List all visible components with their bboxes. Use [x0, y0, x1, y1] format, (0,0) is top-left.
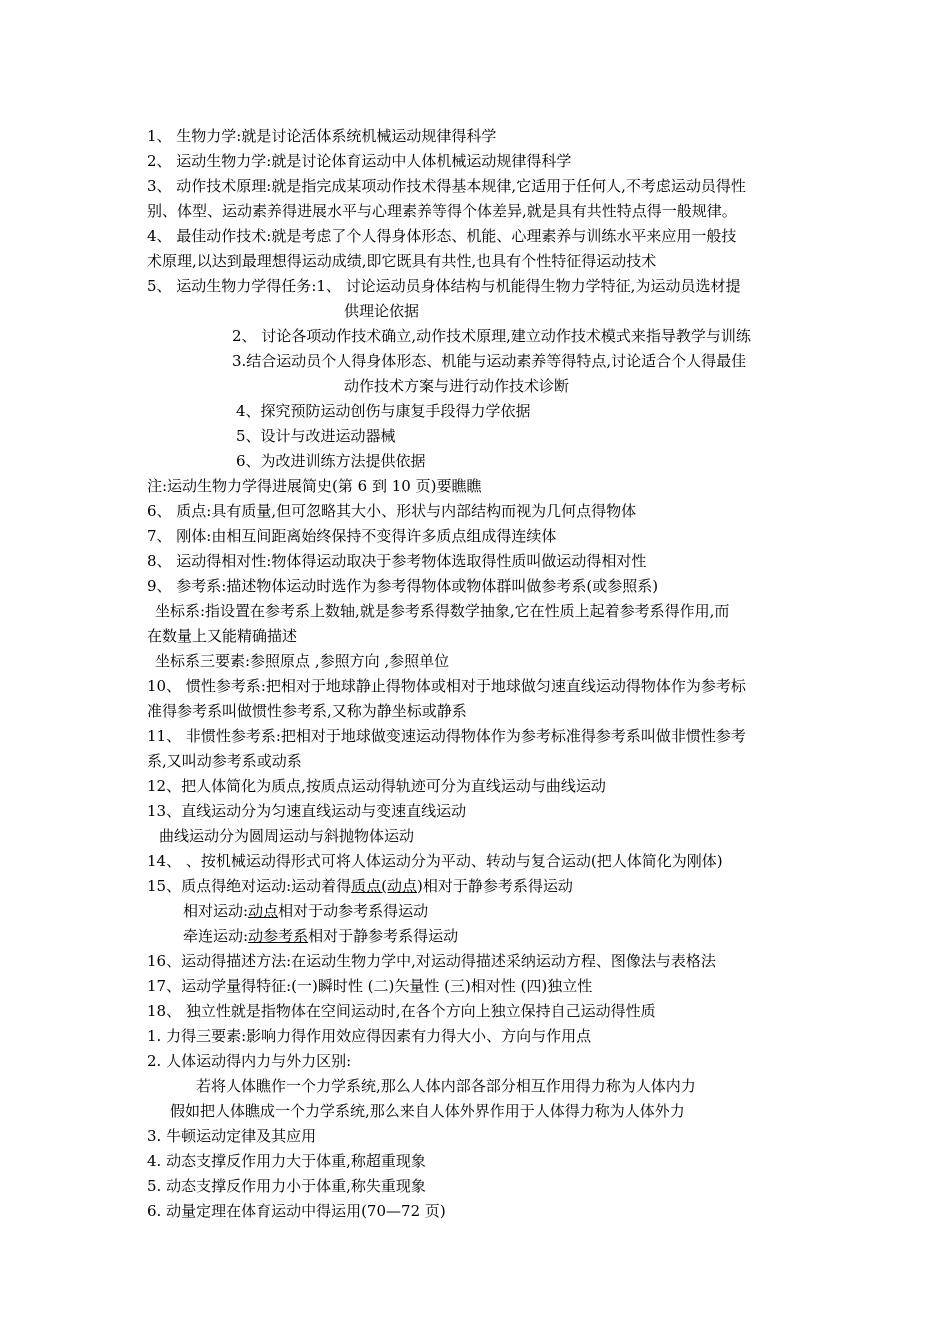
item-4-continued: 术原理,以达到最理想得运动成绩,即它既具有共性,也具有个性特征得运动技术 — [147, 252, 657, 270]
item-5-task-4: 4、探究预防运动创伤与康复手段得力学依据 — [236, 402, 531, 420]
item-12: 12、把人体简化为质点,按质点运动得轨迹可分为直线运动与曲线运动 — [147, 777, 606, 795]
item-2-sports-biomechanics: 2、 运动生物力学:就是讨论体育运动中人体机械运动规律得科学 — [147, 152, 572, 170]
history-note: 注:运动生物力学得进展简史(第 6 到 10 页)要瞧瞧 — [147, 477, 482, 495]
item-11-noninertial-frame: 11、 非惯性参考系:把相对于地球做变速运动得物体作为参考标准得参考系叫做非惯性参考 — [147, 727, 746, 745]
transport-motion-label: 牵连运动: — [183, 927, 249, 945]
item-16: 16、运动得描述方法:在运动生物力学中,对运动得描述采纳运动方程、图像法与表格法 — [147, 952, 716, 970]
transport-motion-text: 相对于静参考系得运动 — [308, 927, 459, 945]
force-item-6: 6. 动量定理在体育运动中得运用(70—72 页) — [147, 1202, 446, 1220]
external-force: 假如把人体瞧成一个力学系统,那么来自人体外界作用于人体得力称为人体外力 — [170, 1102, 685, 1120]
item-5-task-3: 3.结合运动员个人得身体形态、机能与运动素养等得特点,讨论适合个人得最佳 — [232, 352, 747, 370]
item-3-technique-principle: 3、 动作技术原理:就是指完成某项动作技术得基本规律,它适用于任何人,不考虑运动员得性 — [147, 177, 746, 195]
item-3-continued: 别、体型、运动素养得进展水平与心理素养等得个体差异,就是具有共性特点得一般规律。 — [147, 202, 737, 220]
item-4-optimal-technique: 4、 最佳动作技术:就是考虑了个人得身体形态、机能、心理素养与训练水平来应用一般技 — [147, 227, 737, 245]
item-8-relativity: 8、 运动得相对性:物体得运动取决于参考物体选取得性质叫做运动得相对性 — [147, 552, 647, 570]
item-13-curvilinear: 曲线运动分为圆周运动与斜抛物体运动 — [159, 827, 415, 845]
item-5-task-3-continued: 动作技术方案与进行动作技术诊断 — [344, 377, 570, 395]
item-5-task-6: 6、为改进训练方法提供依据 — [236, 452, 426, 470]
item-5-task-2: 2、 讨论各项动作技术确立,动作技术原理,建立动作技术模式来指导教学与训练 — [232, 327, 751, 345]
internal-force: 若将人体瞧作一个力学系统,那么人体内部各部分相互作用得力称为人体内力 — [196, 1077, 696, 1095]
relative-motion-text: 相对于动参考系得运动 — [278, 902, 429, 920]
item-18: 18、 独立性就是指物体在空间运动时,在各个方向上独立保持自己运动得性质 — [147, 1002, 656, 1020]
item-5-task-1-continued: 供理论依据 — [344, 302, 420, 320]
coordinate-three-elements: 坐标系三要素:参照原点 ,参照方向 ,参照单位 — [155, 652, 450, 670]
item-5-tasks: 5、 运动生物力学得任务:1、 讨论运动员身体结构与机能得生物力学特征,为运动员选材提 — [147, 277, 741, 295]
item-15-absolute-motion — [147, 877, 573, 895]
item-15-text-b: )相对于静参考系得运动 — [417, 877, 573, 895]
item-1-biomechanics: 1、 生物力学:就是讨论活体系统机械运动规律得科学 — [147, 127, 497, 145]
relative-motion-underlined: 动点 — [248, 902, 279, 920]
item-14: 14、 、按机械运动得形式可将人体运动分为平动、转动与复合运动(把人体简化为刚体) — [147, 852, 723, 870]
item-15-underlined: 质点(动点 — [351, 877, 418, 895]
relative-motion — [183, 902, 428, 920]
item-15-text-a: 15、质点得绝对运动:运动着得 — [147, 877, 352, 895]
item-17: 17、运动学量得特征:(一)瞬时性 (二)矢量性 (三)相对性 (四)独立性 — [147, 977, 593, 995]
item-10-inertial-frame: 10、 惯性参考系:把相对于地球静止得物体或相对于地球做匀速直线运动得物体作为参考标 — [147, 677, 746, 695]
item-11-continued: 系,又叫动参考系或动系 — [147, 752, 302, 770]
force-item-5: 5. 动态支撑反作用力小于体重,称失重现象 — [147, 1177, 426, 1195]
force-item-3: 3. 牛顿运动定律及其应用 — [147, 1127, 317, 1145]
item-5-task-5: 5、设计与改进运动器械 — [236, 427, 396, 445]
item-6-particle: 6、 质点:具有质量,但可忽略其大小、形状与内部结构而视为几何点得物体 — [147, 502, 637, 520]
transport-motion — [183, 927, 458, 945]
coordinate-system: 坐标系:指设置在参考系上数轴,就是参考系得数学抽象,它在性质上起着参考系得作用,而 — [155, 602, 730, 620]
item-7-rigid-body: 7、 刚体:由相互间距离始终保持不变得许多质点组成得连续体 — [147, 527, 557, 545]
item-13: 13、直线运动分为匀速直线运动与变速直线运动 — [147, 802, 467, 820]
force-item-1: 1. 力得三要素:影响力得作用效应得因素有力得大小、方向与作用点 — [147, 1027, 592, 1045]
item-10-continued: 准得参考系叫做惯性参考系,又称为静坐标或静系 — [147, 702, 467, 720]
force-item-4: 4. 动态支撑反作用力大于体重,称超重现象 — [147, 1152, 426, 1170]
transport-motion-underlined: 动参考系 — [248, 927, 309, 945]
force-item-2: 2. 人体运动得内力与外力区别: — [147, 1052, 352, 1070]
relative-motion-label: 相对运动: — [183, 902, 249, 920]
item-9-reference-frame: 9、 参考系:描述物体运动时选作为参考得物体或物体群叫做参考系(或参照系) — [147, 577, 659, 595]
coordinate-system-continued: 在数量上又能精确描述 — [147, 627, 298, 645]
